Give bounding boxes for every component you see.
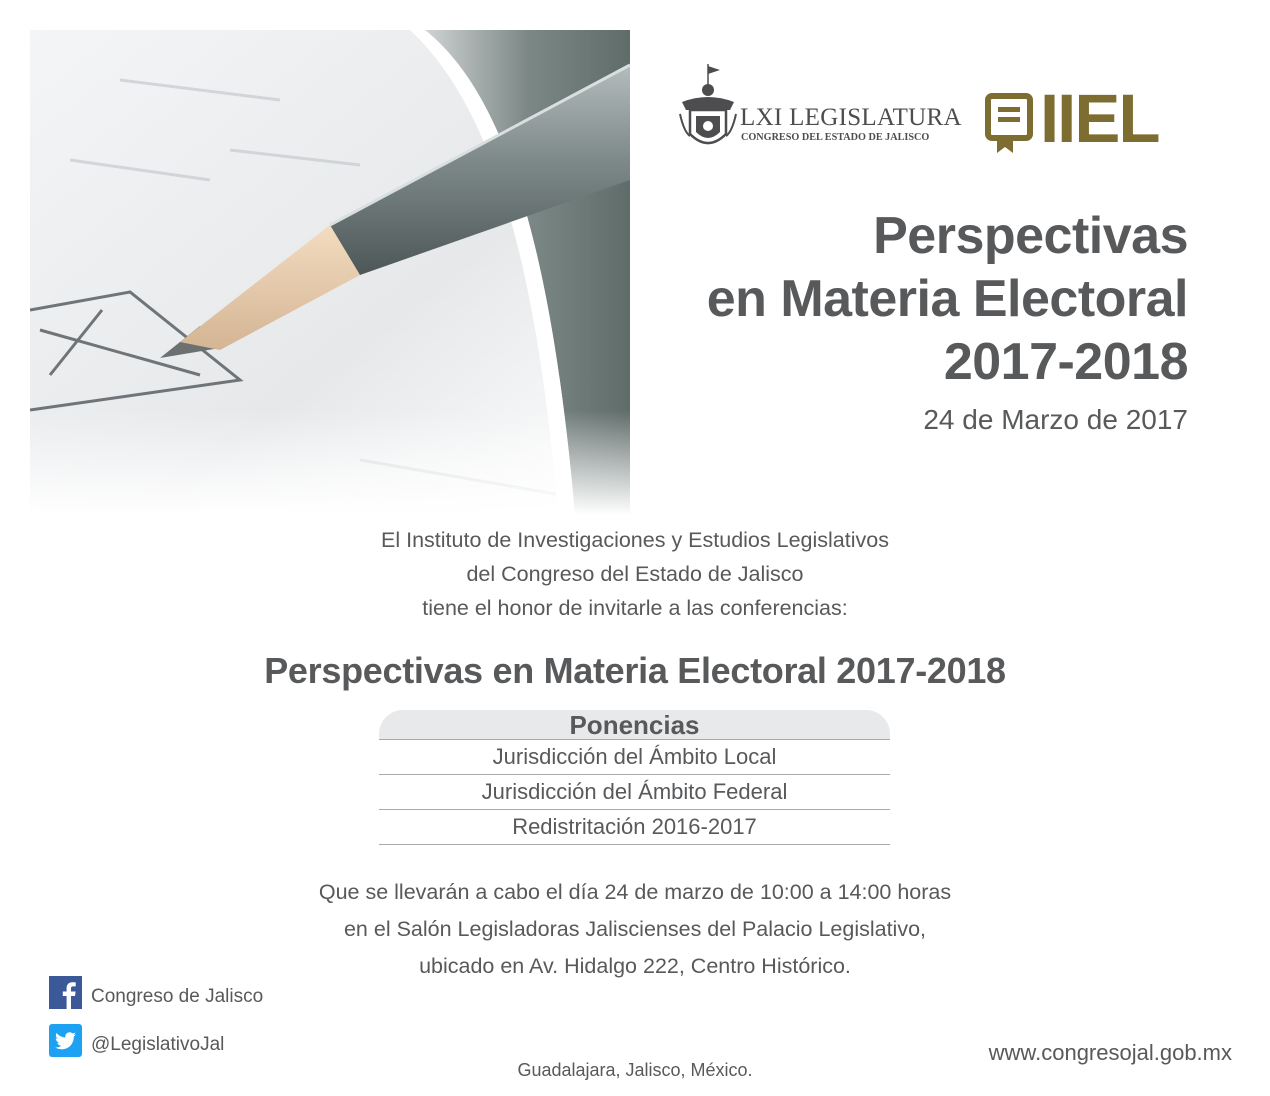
legislatura-logo (678, 62, 962, 154)
ponencia-item: Jurisdicción del Ámbito Local (379, 740, 890, 775)
intro-line-2: del Congreso del Estado de Jalisco (466, 562, 804, 586)
ponencias-header: Ponencias (379, 710, 890, 740)
iiel-logo (985, 80, 1185, 157)
hero-title-line-2: en Materia Electoral (706, 270, 1188, 328)
legislatura-subtitle: CONGRESO DEL ESTADO DE JALISCO (741, 132, 930, 143)
facebook-icon[interactable] (49, 976, 82, 1009)
event-title: Perspectivas en Materia Electoral 2017-2018 (264, 650, 1006, 691)
ponencia-item: Redistritación 2016-2017 (379, 810, 890, 845)
ponencias-table (379, 710, 890, 845)
details-line-2: en el Salón Legisladoras Jaliscienses del Palacio Legislativo, (343, 917, 927, 941)
ballot-pencil-photo (30, 30, 630, 515)
hero-title-line-1: Perspectivas (873, 207, 1188, 265)
website-link[interactable]: www.congresojal.gob.mx (988, 1040, 1232, 1065)
event-details (0, 874, 1270, 985)
iiel-wordmark: IIEL (1040, 80, 1159, 157)
intro-text (0, 523, 1270, 625)
details-line-1: Que se llevarán a cabo el día 24 de marzo de 10:00 a 14:00 horas (318, 880, 952, 904)
legislatura-title: LXI LEGISLATURA (740, 104, 962, 131)
intro-line-3: tiene el honor de invitarle a las conferencias: (422, 596, 848, 620)
twitter-label[interactable]: @LegislativoJal (91, 1034, 225, 1055)
hero-title-line-3: 2017-2018 (943, 333, 1188, 391)
hero-title-block (707, 205, 1188, 436)
facebook-label[interactable]: Congreso de Jalisco (91, 986, 264, 1007)
jalisco-crest-icon (678, 62, 738, 154)
intro-line-1: El Instituto de Investigaciones y Estudios Legislativos (381, 528, 889, 552)
ponencia-item: Jurisdicción del Ámbito Federal (379, 775, 890, 810)
footer-location: Guadalajara, Jalisco, México. (517, 1060, 753, 1080)
book-icon (985, 93, 1037, 155)
details-line-3: ubicado en Av. Hidalgo 222, Centro Histórico. (419, 954, 851, 978)
hero-date: 24 de Marzo de 2017 (923, 404, 1188, 435)
twitter-icon[interactable] (49, 1024, 82, 1057)
